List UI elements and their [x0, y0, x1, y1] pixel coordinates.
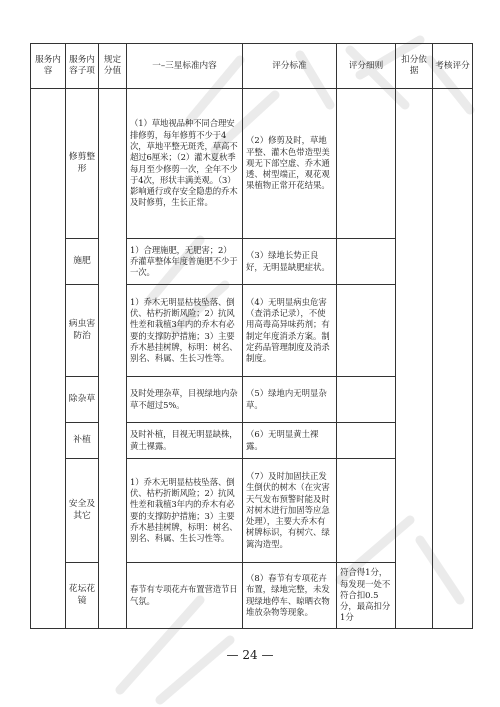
eval-standard-cell: （6）无明显黄土裸露。	[243, 423, 337, 459]
header-service-content: 服务内容	[31, 44, 66, 89]
eval-standard-cell: （5）绿地内无明显杂草。	[243, 377, 337, 423]
eval-standard-cell: （8）春节有专项花卉布置，绿地完整，未发现绿地停车、晾晒衣物堆放杂物等现象。	[243, 563, 337, 629]
table-row	[31, 89, 473, 239]
header-service-item: 服务内容子项	[66, 44, 99, 89]
header-eval-standard: 评分标准	[243, 44, 337, 89]
service-item-cell: 施肥	[66, 239, 99, 285]
eval-standard-cell: （2）修剪及时，草地平整、灌木色带造型美观无下部空虚、乔木通透、树型端正，观花观果植物正常开花结果。	[243, 89, 337, 239]
eval-standard-cell: （7）及时加固扶正发生倒伏的树木（在灾害天气发布预警时能及时对树木进行加固等应急处理），主要大乔木有树牌标识，有树穴、绿篱沟造型。	[243, 459, 337, 563]
header-score: 规定分值	[99, 44, 127, 89]
service-item-cell: 花坛花镜	[66, 563, 99, 629]
service-item-cell: 除杂草	[66, 377, 99, 423]
service-item-cell: 病虫害防治	[66, 285, 99, 377]
standard-cell: （1）草地视品种不同合理安排修剪，每年修剪不少于4次，草地平整无斑秃，草高不超过6厘米；（2）灌木夏秋季每月至少修剪一次，全年不少于4次，形状丰满美观。（3）影响通行或存安全隐患的乔木及时修剪，生长正常。	[127, 89, 243, 239]
standard-cell: 及时补植，目视无明显缺株，黄土裸露。	[127, 423, 243, 459]
score-cell	[99, 89, 127, 629]
service-item-cell: 修剪整形	[66, 89, 99, 239]
standard-cell: 及时处理杂草，目视绿地内杂草不超过5%。	[127, 377, 243, 423]
standard-cell: 1）合理施肥，无肥害；2）乔灌草整体年度普施肥不少于一次。	[127, 239, 243, 285]
service-item-cell: 安全及其它	[66, 459, 99, 563]
eval-standard-cell: （3）绿地长势正良好，无明显缺肥症状。	[243, 239, 337, 285]
eval-detail-cell	[337, 423, 396, 459]
eval-detail-cell	[337, 239, 396, 285]
header-eval-detail: 评分细则	[337, 44, 396, 89]
header-deduction-basis: 扣分依据	[396, 44, 433, 89]
assessment-score-cell	[433, 89, 473, 629]
eval-detail-cell	[337, 89, 396, 239]
header-standard: 一–三星标准内容	[127, 44, 243, 89]
eval-detail-cell: 符合得1分，每发现一处不符合扣0.5分，最高扣分1分	[337, 563, 396, 629]
header-assessment-score: 考核评分	[433, 44, 473, 89]
eval-detail-cell	[337, 285, 396, 377]
eval-detail-cell	[337, 377, 396, 423]
service-item-cell: 补植	[66, 423, 99, 459]
page-number: — 24 —	[226, 648, 274, 662]
standard-cell: 1）乔木无明显枯枝坠落、倒伏、枯朽折断风险；2）抗风性差和栽植3年内的乔木有必要的支撑防护措施；3）主要乔木悬挂树牌，标明：树名、别名、科属、生长习性等。	[127, 285, 243, 377]
eval-standard-cell: （4）无明显病虫危害（查消杀记录），不使用高毒高异味药剂；有制定年度消杀方案。制定药品管理制度及消杀制度。	[243, 285, 337, 377]
standards-table	[30, 43, 473, 629]
standard-cell: 1）乔木无明显枯枝坠落、倒伏、枯朽折断风险；2）抗风性差和栽植3年内的乔木有必要的支撑防护措施；3）主要乔木悬挂树牌，标明：树名、别名、科属、生长习性等。	[127, 459, 243, 563]
eval-detail-cell	[337, 459, 396, 563]
deduction-basis-cell	[396, 89, 433, 629]
standard-cell: 春节有专项花卉布置营造节日气氛。	[127, 563, 243, 629]
header-row	[31, 44, 473, 89]
service-content-cell	[31, 89, 66, 629]
